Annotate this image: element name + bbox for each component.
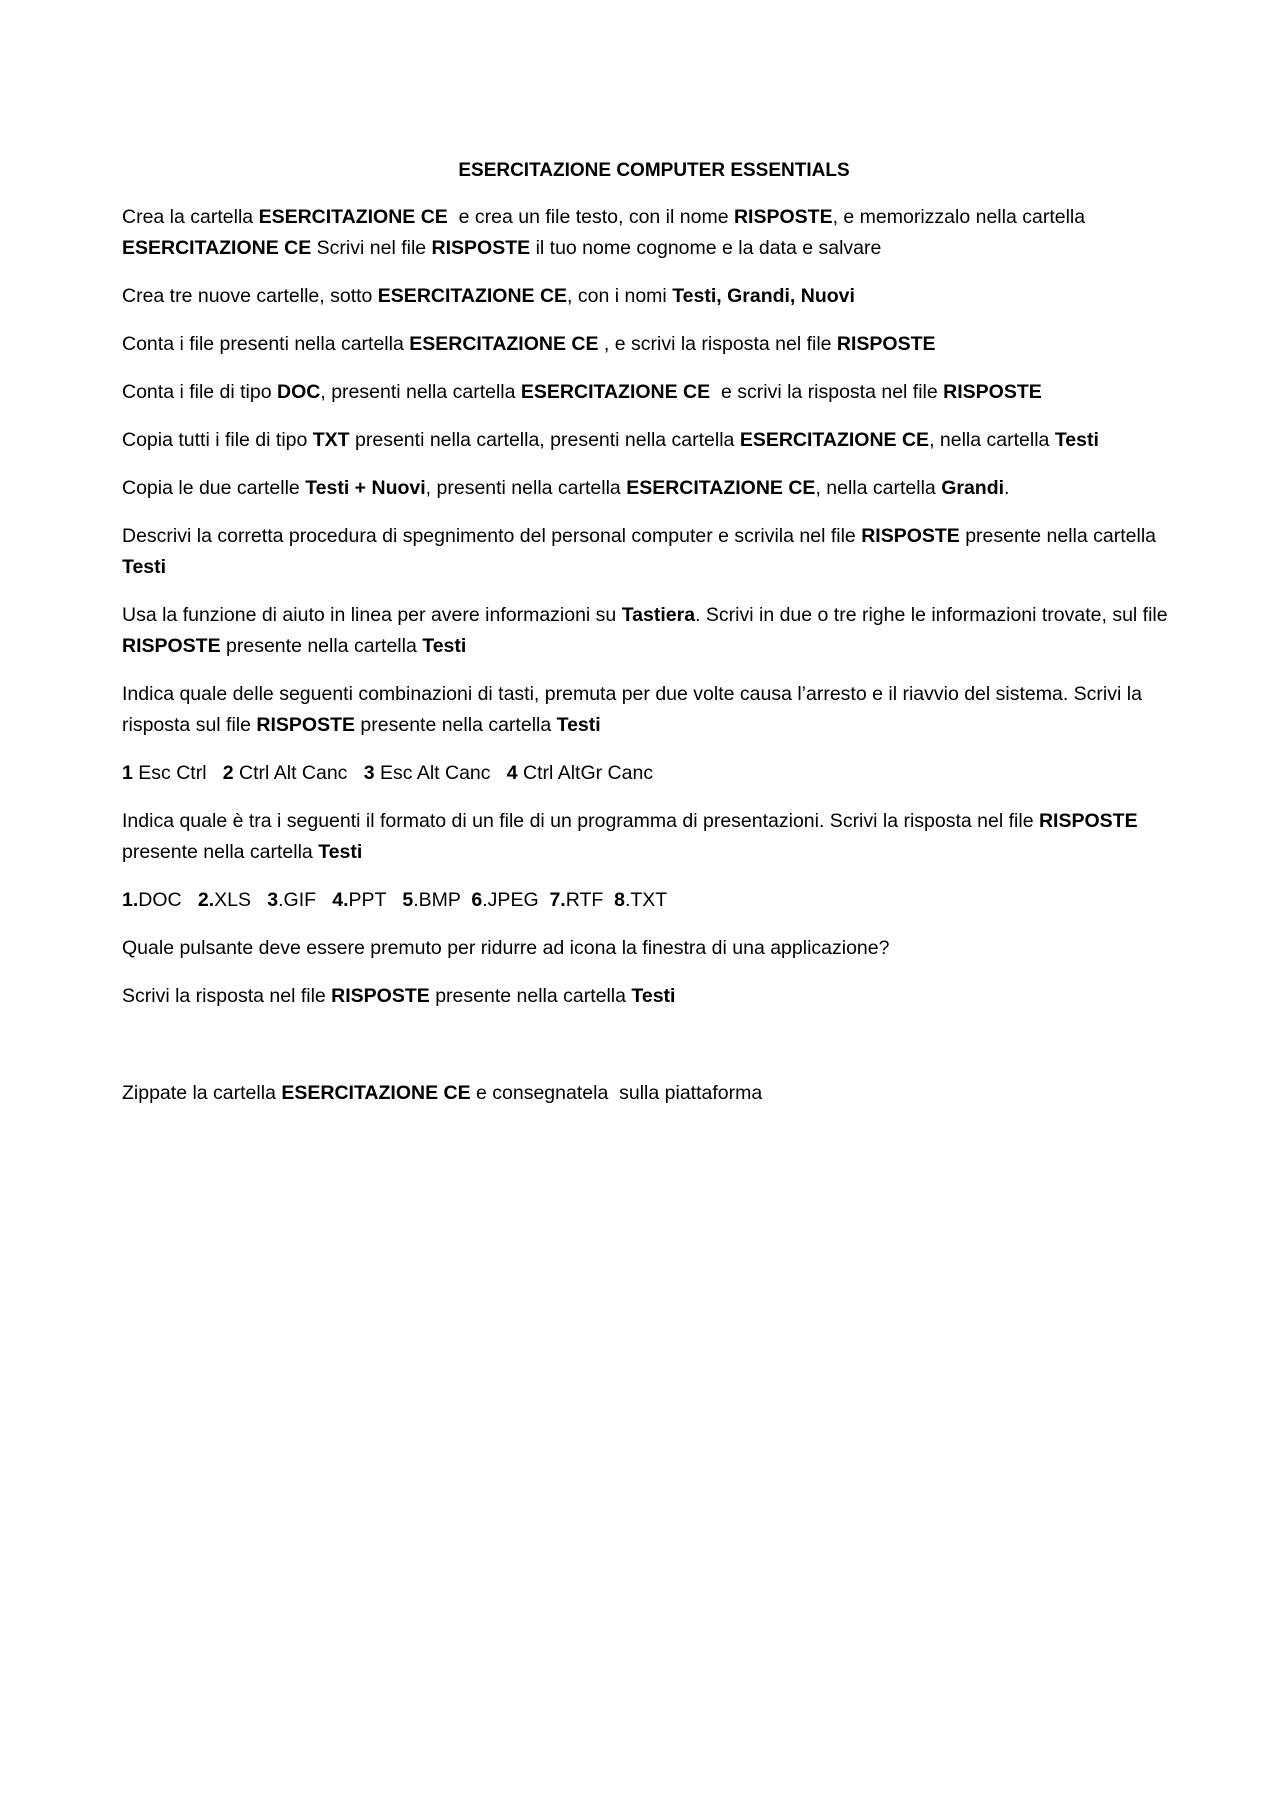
text-run: Zippate la cartella bbox=[122, 1082, 282, 1104]
bold-text: 7. bbox=[549, 889, 566, 911]
bold-text: ESERCITAZIONE CE bbox=[409, 333, 599, 355]
instruction-paragraph bbox=[122, 758, 1172, 789]
text-run: .GIF bbox=[278, 889, 333, 911]
bold-text: RISPOSTE bbox=[122, 635, 221, 657]
instruction-paragraph bbox=[122, 679, 1172, 741]
text-run: e crea un file testo, con il nome bbox=[447, 206, 734, 228]
text-run: Copia tutti i file di tipo bbox=[122, 429, 313, 451]
text-run: Usa la funzione di aiuto in linea per avere informazioni su bbox=[122, 604, 622, 626]
instruction-paragraph bbox=[122, 521, 1172, 583]
text-run: e consegnatela sulla piattaforma bbox=[470, 1082, 763, 1104]
text-run: , nella cartella bbox=[929, 429, 1055, 451]
bold-text: RISPOSTE bbox=[943, 381, 1042, 403]
text-run: Ctrl Alt Canc bbox=[233, 762, 364, 784]
instruction-paragraph bbox=[122, 600, 1172, 662]
paragraph-list bbox=[122, 202, 1172, 1109]
text-run: Crea tre nuove cartelle, sotto bbox=[122, 285, 378, 307]
bold-text: 1 bbox=[122, 762, 133, 784]
text-run: Crea la cartella bbox=[122, 206, 259, 228]
bold-text: Testi bbox=[318, 841, 363, 863]
bold-text: ESERCITAZIONE CE bbox=[258, 206, 448, 228]
text-run: . Scrivi in due o tre righe le informazioni trovate, sul file bbox=[695, 604, 1174, 626]
text-run: Scrivi la risposta nel file bbox=[122, 985, 332, 1007]
bold-text: 2 bbox=[222, 762, 234, 784]
text-run: Conta i file di tipo bbox=[122, 381, 278, 403]
bold-text: ESERCITAZIONE CE bbox=[122, 237, 312, 259]
instruction-paragraph bbox=[122, 425, 1172, 456]
text-run: , con i nomi bbox=[567, 285, 673, 307]
bold-text: Testi bbox=[1054, 429, 1099, 451]
text-run: PPT bbox=[348, 889, 403, 911]
text-run: presente nella cartella bbox=[959, 525, 1162, 547]
instruction-paragraph bbox=[122, 933, 1172, 964]
text-run: , nella cartella bbox=[815, 477, 942, 499]
text-run: Conta i file presenti nella cartella bbox=[122, 333, 410, 355]
bold-text: ESERCITAZIONE CE bbox=[739, 429, 930, 451]
document-title: ESERCITAZIONE COMPUTER ESSENTIALS bbox=[458, 160, 850, 181]
bold-text: Testi bbox=[556, 714, 601, 736]
bold-text: 1. bbox=[122, 889, 139, 911]
text-run: Indica quale è tra i seguenti il formato di un file di un programma di presentazioni. Scrivi la risposta nel file bbox=[122, 810, 1039, 832]
text-run: Esc Alt Canc bbox=[374, 762, 507, 784]
text-run: .BMP bbox=[413, 889, 472, 911]
instruction-paragraph bbox=[122, 377, 1172, 408]
text-run: .JPEG bbox=[482, 889, 550, 911]
bold-text: Testi, Grandi, Nuovi bbox=[672, 285, 855, 307]
bold-text: 5 bbox=[402, 889, 414, 911]
text-run: presente nella cartella bbox=[355, 714, 557, 736]
text-run: presenti nella cartella, presenti nella cartella bbox=[349, 429, 740, 451]
bold-text: Testi bbox=[122, 556, 167, 578]
bold-text: 6 bbox=[471, 889, 483, 911]
text-run: Descrivi la corretta procedura di spegnimento del personal computer e scrivila nel file bbox=[122, 525, 862, 547]
text-run: RTF bbox=[565, 889, 615, 911]
document-body bbox=[122, 155, 1172, 1126]
text-run: XLS bbox=[214, 889, 268, 911]
bold-text: 4. bbox=[332, 889, 349, 911]
text-run: presente nella cartella bbox=[122, 810, 1143, 863]
instruction-paragraph bbox=[122, 1078, 1172, 1109]
instruction-paragraph bbox=[122, 329, 1172, 360]
instruction-paragraph bbox=[122, 806, 1172, 868]
text-run: . bbox=[1004, 477, 1010, 499]
text-run: Quale pulsante deve essere premuto per ridurre ad icona la finestra di una applicazione? bbox=[122, 937, 890, 959]
bold-text: Testi + Nuovi bbox=[305, 477, 426, 499]
bold-text: 2. bbox=[197, 889, 215, 911]
bold-text: ESERCITAZIONE CE bbox=[281, 1082, 471, 1104]
bold-text: ESERCITAZIONE CE bbox=[377, 285, 568, 307]
text-run: e scrivi la risposta nel file bbox=[710, 381, 944, 403]
bold-text: RISPOSTE bbox=[431, 237, 531, 259]
text-run: Copia le due cartelle bbox=[122, 477, 306, 499]
text-run: il tuo nome cognome e la data e salvare bbox=[530, 237, 882, 259]
text-run: Scrivi nel file bbox=[311, 237, 432, 259]
text-run: Ctrl AltGr Canc bbox=[517, 762, 654, 784]
instruction-paragraph bbox=[122, 473, 1172, 504]
text-run: , e memorizzalo nella cartella bbox=[832, 206, 1091, 228]
instruction-paragraph bbox=[122, 202, 1172, 264]
bold-text: RISPOSTE bbox=[836, 333, 936, 355]
text-run: Esc Ctrl bbox=[132, 762, 223, 784]
bold-text: RISPOSTE bbox=[256, 714, 355, 736]
bold-text: TXT bbox=[312, 429, 350, 451]
instruction-paragraph bbox=[122, 281, 1172, 312]
bold-text: Grandi bbox=[941, 477, 1005, 499]
text-run: , e scrivi la risposta nel file bbox=[598, 333, 837, 355]
text-run: DOC bbox=[138, 889, 198, 911]
bold-text: RISPOSTE bbox=[331, 985, 430, 1007]
bold-text: 3 bbox=[363, 762, 375, 784]
text-run: presente nella cartella bbox=[429, 985, 632, 1007]
bold-text: Testi bbox=[422, 635, 467, 657]
bold-text: RISPOSTE bbox=[861, 525, 960, 547]
text-run: Indica quale delle seguenti combinazioni di tasti, premuta per due volte causa l’arresto e il riavvio del sistema. Scrivi la risposta sul file bbox=[122, 683, 1148, 736]
instruction-paragraph bbox=[122, 981, 1172, 1012]
bold-text: ESERCITAZIONE CE bbox=[520, 381, 711, 403]
bold-text: ESERCITAZIONE CE bbox=[626, 477, 816, 499]
bold-text: DOC bbox=[277, 381, 321, 403]
text-run: .TXT bbox=[624, 889, 668, 911]
bold-text: RISPOSTE bbox=[1038, 810, 1138, 832]
text-run: , presenti nella cartella bbox=[425, 477, 627, 499]
bold-text: RISPOSTE bbox=[733, 206, 833, 228]
bold-text: 4 bbox=[506, 762, 518, 784]
bold-text: Testi bbox=[631, 985, 676, 1007]
bold-text: 3 bbox=[267, 889, 279, 911]
text-run: presente nella cartella bbox=[220, 635, 423, 657]
instruction-paragraph bbox=[122, 885, 1172, 916]
bold-text: Tastiera bbox=[621, 604, 696, 626]
text-run: , presenti nella cartella bbox=[320, 381, 521, 403]
bold-text: 8 bbox=[614, 889, 625, 911]
